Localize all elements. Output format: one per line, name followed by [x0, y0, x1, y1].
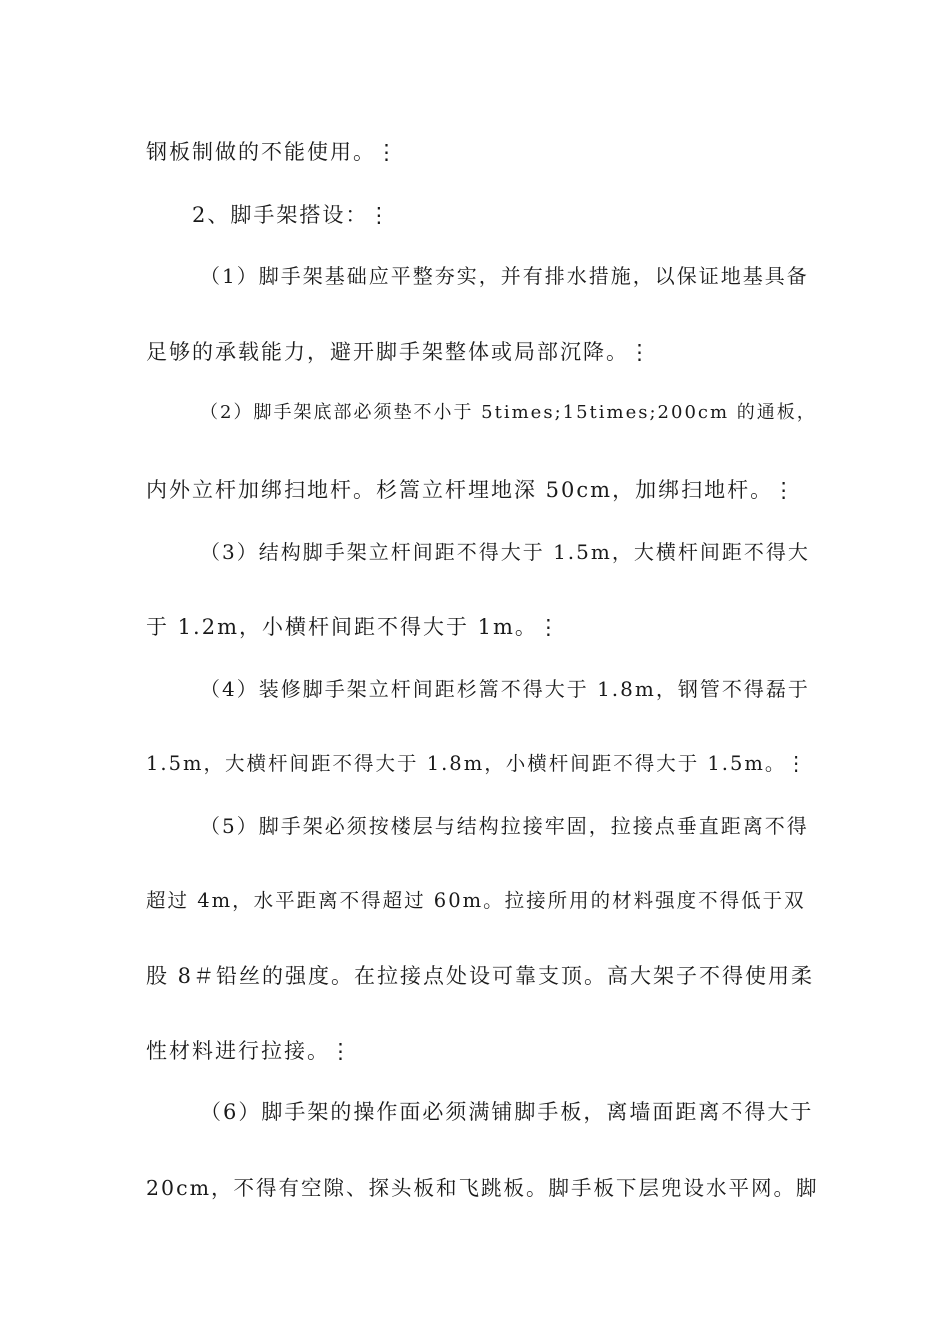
paragraph-line: 股 8＃铅丝的强度。在拉接点处设可靠支顶。高大架子不得使用柔	[146, 964, 815, 988]
section-heading: 2、脚手架搭设：⋮	[192, 203, 392, 227]
paragraph-line: 内外立杆加绑扫地杆。杉篙立杆埋地深 50cm，加绑扫地杆。⋮	[146, 478, 797, 502]
paragraph-line: （5）脚手架必须按楼层与结构拉接牢固，拉接点垂直距离不得	[200, 814, 809, 838]
paragraph-line: （2）脚手架底部必须垫不小于 5times;15times;200cm 的通板，	[200, 402, 817, 423]
paragraph-line: 20cm，不得有空隙、探头板和飞跳板。脚手板下层兜设水平网。脚	[146, 1176, 819, 1200]
paragraph-line: 超过 4m，水平距离不得超过 60m。拉接所用的材料强度不得低于双	[146, 889, 806, 912]
paragraph-line: （4）装修脚手架立杆间距杉篙不得大于 1.8m，钢管不得磊于	[200, 677, 810, 701]
paragraph-line: （1）脚手架基础应平整夯实，并有排水措施，以保证地基具备	[200, 264, 809, 288]
paragraph-line: 于 1.2m，小横杆间距不得大于 1m。⋮	[146, 615, 561, 639]
paragraph-line: 1.5m，大横杆间距不得大于 1.8m，小横杆间距不得大于 1.5m。⋮	[146, 752, 808, 775]
paragraph-line: 性材料进行拉接。⋮	[146, 1039, 353, 1063]
paragraph-line: （3）结构脚手架立杆间距不得大于 1.5m，大横杆间距不得大	[200, 540, 810, 564]
paragraph-line: 足够的承载能力，避开脚手架整体或局部沉降。⋮	[146, 340, 652, 364]
paragraph-line: （6）脚手架的操作面必须满铺脚手板，离墙面距离不得大于	[200, 1100, 814, 1124]
paragraph-line: 钢板制做的不能使用。⋮	[146, 140, 399, 164]
